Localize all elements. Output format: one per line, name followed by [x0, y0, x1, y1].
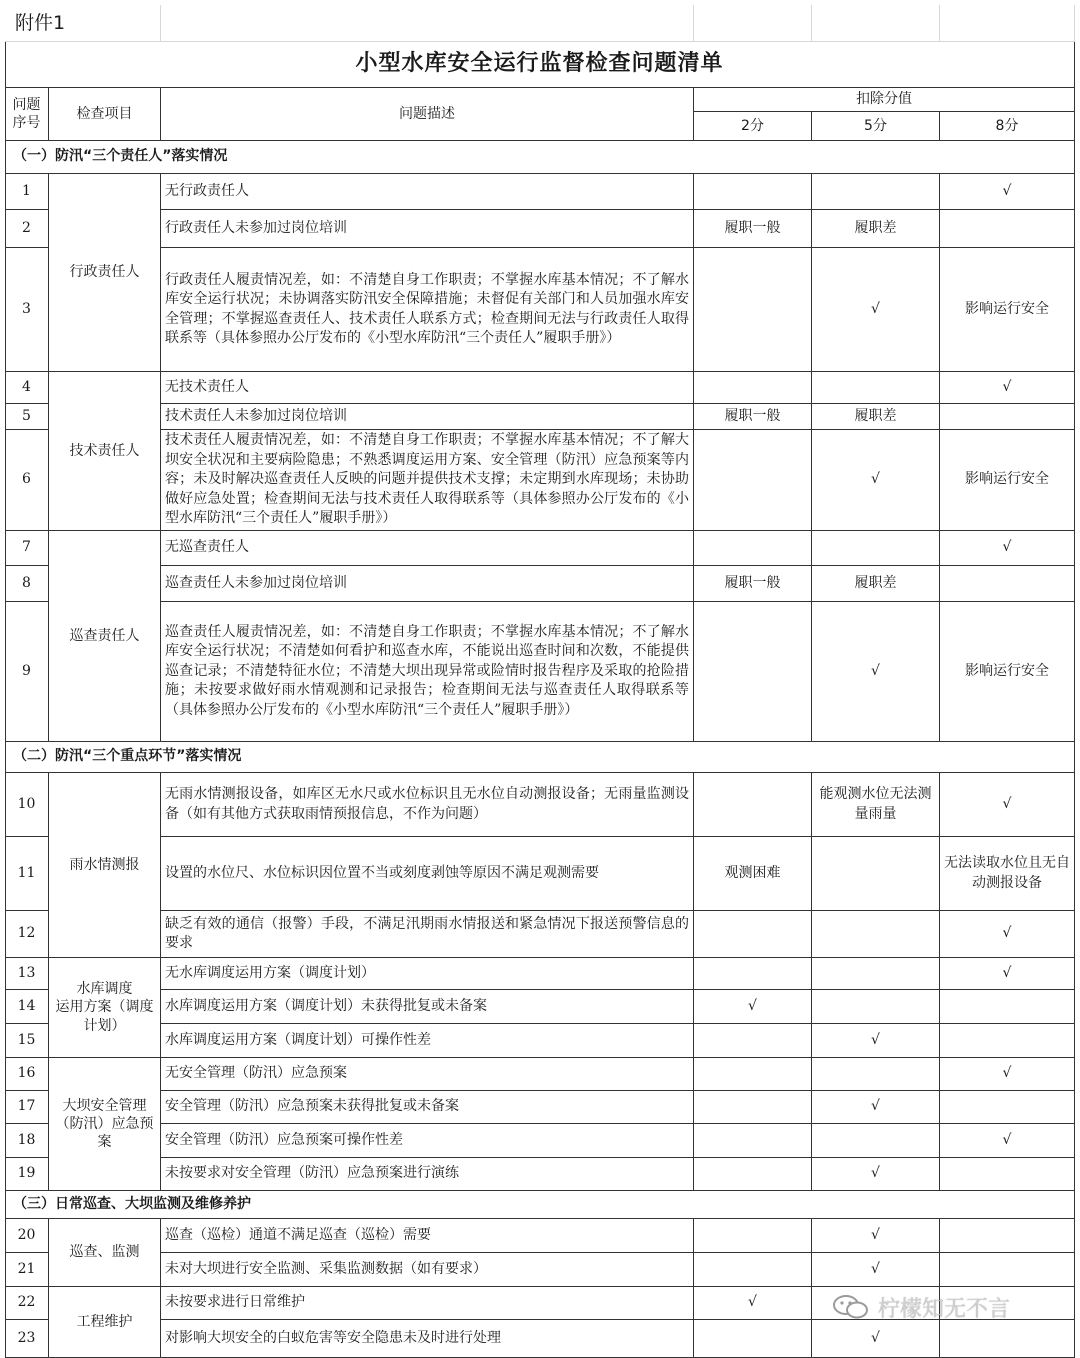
deduct-8pts-cell: [940, 1320, 1075, 1358]
row-number: 15: [5, 1024, 49, 1058]
row-description: 无巡查责任人: [161, 531, 694, 566]
header-no: 问题 序号: [5, 88, 49, 141]
deduct-5pts-cell: [812, 531, 940, 566]
row-number: 3: [5, 248, 49, 372]
deduct-8pts-cell: √: [940, 372, 1075, 404]
deduct-5pts-cell: √: [812, 1253, 940, 1287]
row-number: 9: [5, 602, 49, 742]
deduct-5pts-cell: 履职差: [812, 566, 940, 602]
deduct-5pts-cell: √: [812, 1024, 940, 1058]
row-description: 未按要求进行日常维护: [161, 1287, 694, 1320]
empty-grid-cell: [812, 5, 940, 42]
row-description: 设置的水位尺、水位标识因位置不当或刻度剥蚀等原因不满足观测需要: [161, 837, 694, 911]
category-cell: 行政责任人: [49, 174, 161, 372]
deduct-2pts-cell: [694, 1253, 812, 1287]
row-number: 22: [5, 1287, 49, 1320]
deduct-2pts-cell: [694, 958, 812, 990]
row-number: 10: [5, 773, 49, 837]
section-heading: （三）日常巡查、大坝监测及维修养护: [5, 1191, 1075, 1219]
deduct-2pts-cell: [694, 773, 812, 837]
deduct-8pts-cell: √: [940, 1058, 1075, 1091]
row-number: 7: [5, 531, 49, 566]
wechat-icon: [832, 1294, 870, 1320]
deduct-2pts-cell: √: [694, 990, 812, 1024]
deduct-5pts-cell: 履职差: [812, 210, 940, 248]
deduct-2pts-cell: [694, 911, 812, 958]
deduct-5pts-cell: √: [812, 1219, 940, 1253]
deduct-2pts-cell: 观测困难: [694, 837, 812, 911]
deduct-5pts-cell: [812, 372, 940, 404]
category-cell: 巡查、监测: [49, 1219, 161, 1287]
deduct-2pts-cell: √: [694, 1287, 812, 1320]
deduct-8pts-cell: [940, 1158, 1075, 1191]
deduct-8pts-cell: √: [940, 174, 1075, 210]
row-number: 18: [5, 1124, 49, 1158]
row-description: 安全管理（防汛）应急预案可操作性差: [161, 1124, 694, 1158]
row-description: 技术责任人履责情况差，如：不清楚自身工作职责；不掌握水库基本情况；不了解大坝安全状况和主要病险隐患；不熟悉调度运用方案、安全管理（防汛）应急预案等内容；未及时解决巡查责任人反映的问题并提供技术支撑；未定期到水库现场；未协助做好应急处置；检查期间无法与技术责任人取得联系等（具体参照办公厅发布的《小型水库防汛“三个责任人”履职手册》）: [161, 430, 694, 531]
row-number: 21: [5, 1253, 49, 1287]
row-description: 无雨水情测报设备，如库区无水尺或水位标识且无水位自动测报设备；无雨量监测设备（如有其他方式获取雨情预报信息，不作为问题）: [161, 773, 694, 837]
row-description: 行政责任人未参加过岗位培训: [161, 210, 694, 248]
category-cell: 巡查责任人: [49, 531, 161, 742]
deduct-5pts-cell: √: [812, 602, 940, 742]
row-description: 水库调度运用方案（调度计划）可操作性差: [161, 1024, 694, 1058]
deduct-5pts-cell: [812, 174, 940, 210]
row-description: 安全管理（防汛）应急预案未获得批复或未备案: [161, 1091, 694, 1124]
deduct-2pts-cell: [694, 1124, 812, 1158]
row-number: 23: [5, 1320, 49, 1358]
row-description: 无行政责任人: [161, 174, 694, 210]
deduct-2pts-cell: [694, 1058, 812, 1091]
deduct-2pts-cell: [694, 372, 812, 404]
header-item: 检查项目: [49, 88, 161, 141]
deduct-5pts-cell: √: [812, 248, 940, 372]
header-5pts: 5分: [812, 112, 940, 141]
deduct-8pts-cell: [940, 990, 1075, 1024]
row-description: 未对大坝进行安全监测、采集监测数据（如有要求）: [161, 1253, 694, 1287]
header-8pts: 8分: [940, 112, 1075, 141]
row-number: 4: [5, 372, 49, 404]
row-number: 1: [5, 174, 49, 210]
deduct-8pts-cell: [940, 1091, 1075, 1124]
row-number: 2: [5, 210, 49, 248]
category-cell: 水库调度 运用方案（调度 计划）: [49, 958, 161, 1058]
deduct-2pts-cell: [694, 430, 812, 531]
deduct-8pts-cell: 影响运行安全: [940, 430, 1075, 531]
deduct-2pts-cell: [694, 1320, 812, 1358]
deduct-5pts-cell: [812, 990, 940, 1024]
page-title: 小型水库安全运行监督检查问题清单: [5, 42, 1075, 88]
deduct-2pts-cell: 履职一般: [694, 566, 812, 602]
deduct-8pts-cell: √: [940, 1124, 1075, 1158]
deduct-8pts-cell: √: [940, 773, 1075, 837]
section-heading: （一）防汛“三个责任人”落实情况: [5, 141, 1075, 174]
category-cell: 雨水情测报: [49, 773, 161, 958]
watermark: [832, 1290, 1010, 1324]
row-description: 无安全管理（防汛）应急预案: [161, 1058, 694, 1091]
deduct-5pts-cell: [812, 1058, 940, 1091]
row-number: 11: [5, 837, 49, 911]
row-number: 17: [5, 1091, 49, 1124]
deduct-8pts-cell: √: [940, 911, 1075, 958]
deduct-2pts-cell: [694, 602, 812, 742]
deduct-2pts-cell: [694, 1091, 812, 1124]
header-2pts: 2分: [694, 112, 812, 141]
row-description: 技术责任人未参加过岗位培训: [161, 404, 694, 430]
deduct-5pts-cell: [812, 837, 940, 911]
deduct-8pts-cell: [940, 1253, 1075, 1287]
deduct-8pts-cell: 无法读取水位且无自动测报设备: [940, 837, 1075, 911]
header-deduct: 扣除分值: [694, 88, 1075, 112]
category-cell: 大坝安全管理 （防汛）应急预 案: [49, 1058, 161, 1191]
row-description: 巡查责任人未参加过岗位培训: [161, 566, 694, 602]
deduct-8pts-cell: 影响运行安全: [940, 602, 1075, 742]
empty-grid-cell: [694, 5, 812, 42]
deduct-2pts-cell: [694, 1158, 812, 1191]
deduct-8pts-cell: [940, 404, 1075, 430]
deduct-5pts-cell: 履职差: [812, 404, 940, 430]
category-cell: 技术责任人: [49, 372, 161, 531]
row-description: 无水库调度运用方案（调度计划）: [161, 958, 694, 990]
row-number: 19: [5, 1158, 49, 1191]
row-description: 巡查（巡检）通道不满足巡查（巡检）需要: [161, 1219, 694, 1253]
deduct-8pts-cell: [940, 1024, 1075, 1058]
row-number: 20: [5, 1219, 49, 1253]
row-description: 无技术责任人: [161, 372, 694, 404]
row-number: 14: [5, 990, 49, 1024]
deduct-8pts-cell: √: [940, 531, 1075, 566]
row-number: 8: [5, 566, 49, 602]
row-number: 12: [5, 911, 49, 958]
row-description: 水库调度运用方案（调度计划）未获得批复或未备案: [161, 990, 694, 1024]
deduct-5pts-cell: √: [812, 430, 940, 531]
row-number: 6: [5, 430, 49, 531]
deduct-8pts-cell: [940, 1219, 1075, 1253]
row-description: 对影响大坝安全的白蚁危害等安全隐患未及时进行处理: [161, 1320, 694, 1358]
deduct-2pts-cell: 履职一般: [694, 404, 812, 430]
deduct-2pts-cell: 履职一般: [694, 210, 812, 248]
deduct-5pts-cell: [812, 1124, 940, 1158]
row-number: 13: [5, 958, 49, 990]
row-description: 行政责任人履责情况差，如：不清楚自身工作职责；不掌握水库基本情况；不了解水库安全运行状况；未协调落实防汛安全保障措施；未督促有关部门和人员加强水库安全管理；不掌握巡查责任人、技术责任人联系方式；检查期间无法与行政责任人取得联系等（具体参照办公厅发布的《小型水库防汛“三个责任人”履职手册》）: [161, 248, 694, 372]
deduct-8pts-cell: [940, 566, 1075, 602]
section-heading: （二）防汛“三个重点环节”落实情况: [5, 742, 1075, 773]
deduct-2pts-cell: [694, 1219, 812, 1253]
row-description: 巡查责任人履责情况差，如：不清楚自身工作职责；不掌握水库基本情况；不了解水库安全运行状况；不清楚如何看护和巡查水库，不能说出巡查时间和次数，不能提供巡查记录；不清楚特征水位；不清楚大坝出现异常或险情时报告程序及采取的抢险措施；未按要求做好雨水情观测和记录报告；检查期间无法与巡查责任人取得联系等（具体参照办公厅发布的《小型水库防汛“三个责任人”履职手册》）: [161, 602, 694, 742]
deduct-8pts-cell: 影响运行安全: [940, 248, 1075, 372]
deduct-2pts-cell: [694, 531, 812, 566]
row-description: 缺乏有效的通信（报警）手段，不满足汛期雨水情报送和紧急情况下报送预警信息的要求: [161, 911, 694, 958]
deduct-8pts-cell: √: [940, 958, 1075, 990]
annex-label: 附件1: [5, 5, 161, 42]
row-number: 16: [5, 1058, 49, 1091]
deduct-5pts-cell: [812, 958, 940, 990]
watermark-text: 柠檬知无不言: [878, 1296, 1011, 1322]
empty-grid-cell: [940, 5, 1075, 42]
deduct-5pts-cell: √: [812, 1320, 940, 1358]
table-left-border: [5, 42, 6, 1358]
empty-grid-cell: [161, 5, 694, 42]
deduct-5pts-cell: 能观测水位无法测量雨量: [812, 773, 940, 837]
deduct-5pts-cell: √: [812, 1158, 940, 1191]
deduct-2pts-cell: [694, 248, 812, 372]
deduct-8pts-cell: [940, 210, 1075, 248]
category-cell: 工程维护: [49, 1287, 161, 1358]
row-number: 5: [5, 404, 49, 430]
deduct-2pts-cell: [694, 174, 812, 210]
header-desc: 问题描述: [161, 88, 694, 141]
deduct-5pts-cell: √: [812, 1091, 940, 1124]
deduct-5pts-cell: [812, 911, 940, 958]
row-description: 未按要求对安全管理（防汛）应急预案进行演练: [161, 1158, 694, 1191]
deduct-2pts-cell: [694, 1024, 812, 1058]
